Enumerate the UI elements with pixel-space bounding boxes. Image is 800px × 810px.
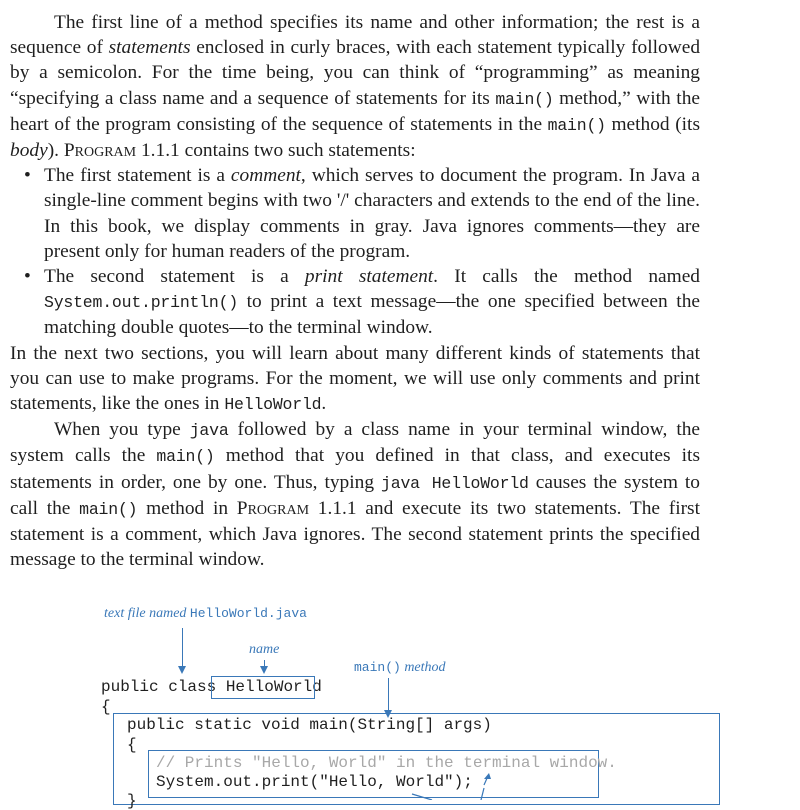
term-body: body [10, 140, 48, 162]
text-run: The second statement is a [44, 266, 305, 288]
term-statements: statements [108, 37, 191, 59]
code-print: System.out.print("Hello, World"); [156, 773, 473, 791]
paragraph-1 [10, 10, 700, 163]
list-item [10, 163, 700, 264]
text-run: In the next two sections, you will learn about many different kinds of statements that you can use to make programs. For the moment, we will use only comments and print statements, like the ones in [10, 342, 700, 415]
text-run: 1.1.1 contains two such statements: [136, 140, 416, 162]
program-ref: Program [63, 140, 137, 162]
code-close-brace: } [127, 792, 137, 810]
bullet-icon: • [24, 165, 31, 187]
text-run: . [321, 393, 327, 415]
code-comment: // Prints "Hello, World" in the terminal window. [156, 754, 617, 772]
diagram-arrows-svg [0, 580, 800, 800]
text-run: ). [47, 140, 64, 162]
code-keyword: public class [101, 678, 226, 696]
label-text: method [400, 660, 446, 675]
text-run: The first line of a method specifies its name and other information; the rest is a sequence of [10, 12, 700, 59]
helloworld-diagram [0, 580, 800, 810]
text-run: to print a text message—the one specified between the matching double quotes—to the terminal window. [44, 291, 700, 339]
code-method-signature: public static void main(String[] args) [127, 716, 492, 734]
label-name: name [249, 642, 280, 657]
code-java: java [189, 421, 229, 441]
text-run: . It calls the method named [433, 266, 701, 288]
text-run: causes the system to call the [10, 471, 701, 519]
text-run: method that you defined in that class, and executes its statements in order, one by one. Thus, typing [10, 445, 700, 493]
text-run: method in [137, 497, 237, 519]
term-comment: comment [230, 165, 301, 187]
code-class-name: HelloWorld [225, 678, 322, 696]
code-main: main() [547, 115, 606, 135]
body-text [10, 10, 700, 572]
text-run: method (its [605, 113, 700, 135]
text-run: method,” with the heart of the program consisting of the sequence of statements in the [10, 87, 700, 135]
paragraph-3 [10, 417, 700, 572]
list-item [10, 264, 700, 341]
text-run: When you type [54, 419, 190, 441]
bullet-icon: • [24, 266, 31, 288]
statement-arrow-tail [481, 788, 484, 800]
code-method-brace: { [127, 736, 137, 754]
body-arrow [412, 794, 432, 800]
program-ref: Program [236, 497, 310, 519]
label-main-code: main() [354, 660, 401, 675]
text-run: enclosed in curly braces, with each statement typically followed by a semicolon. For the time being, you can think of “programming” as meaning “specifying a class name and a sequence of statements for its [10, 37, 701, 109]
code-open-brace: { [101, 698, 111, 716]
label-text: text file named [104, 606, 190, 621]
text-run: 1.1.1 and execute its two statements. The first statement is a comment, which Java ignores. The second statement prints the specified message to the terminal window. [10, 497, 700, 571]
statement-arrow-head [484, 773, 491, 779]
term-print-statement: print statement [304, 266, 434, 288]
code-main: main() [79, 499, 138, 519]
text-run: followed by a class name in your terminal window, the system calls the [10, 419, 701, 467]
code-helloworld: HelloWorld [224, 395, 322, 415]
code-java-helloworld: java HelloWorld [381, 473, 529, 493]
code-main: main() [495, 89, 554, 109]
paragraph-2 [10, 341, 700, 418]
text-run: , which serves to document the program. In Java a single-line comment begins with two '/' characters and extends to the end of the line. In this book, we display comments in gray. Java ignores comments—they are present only for human readers of the program. [44, 165, 700, 262]
code-println: System.out.println() [44, 293, 239, 313]
statement-list [10, 163, 700, 340]
label-filename: HelloWorld.java [189, 606, 307, 621]
text-run: The first statement is a [44, 165, 231, 187]
code-main: main() [156, 447, 215, 467]
